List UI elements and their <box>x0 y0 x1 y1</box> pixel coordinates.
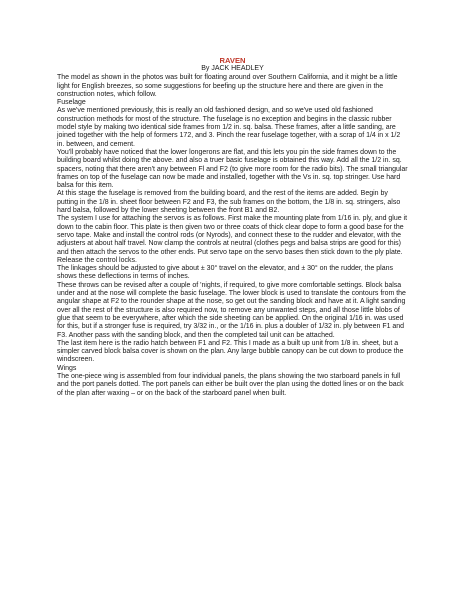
section-heading-fuselage: Fuselage <box>57 99 86 107</box>
section-heading-wings: Wings <box>57 364 77 372</box>
paragraph: The model as shown in the photos was built for floating around over Southern California, and it might be a little light for English breezes, so some suggestions for beefing up the structure here and there are given in the construction notes, which follow. <box>57 74 398 98</box>
article-title: RAVEN <box>219 56 246 65</box>
article-author: By JACK HEADLEY <box>201 65 264 72</box>
paragraph: The linkages should be adjusted to give about ± 30° travel on the elevator, and ± 30° on the rudder, the plans shows these deflections in terms of inches. <box>57 265 393 281</box>
paragraph: The last item here is the radio hatch between F1 and F2. This I made as a built up unit from 1/8 in. sheet, but a simpler carved block balsa cover is shown on the plan. Any large bubble canopy can be cut down to produce the windscreen. <box>57 339 404 364</box>
paragraph: At this stage the fuselage is removed from the building board, and the rest of the items are added. Begin by putting in the 1/8 in. sheet floor between F2 and F3, the sub frames on the bottom, the 1/8 in. sq. stringers, also hard balsa, followed by the lower sheeting between the front B1 and B2. <box>57 190 401 215</box>
article-body <box>57 56 408 398</box>
paragraph: The system I use for attaching the servos is as follows. First make the mounting plate from 1/16 in. ply, and glue it down to the cabin floor. This plate is then given two or three coats of thick clear dope to form a good base for the servo tape. Make and install the control rods (or Nyrods), and connect these to the rudder and elevator, with the adjusters at about half travel. Now clamp the controls at neutral (clothes pegs and balsa strips are good for this) and then attach the servos to the other ends. Put servo tape on the servo bases then stick down to the ply plate. Release the control locks. <box>57 215 408 264</box>
paragraph: You'll probably have noticed that the lower longerons are flat, and this lets you pin the side frames down to the building board whilst doing the above. and also a truer basic fuselage is obtained this way. Add all the 1/2 in. sq. spacers, noting that there aren't any between Fl and F2 (to give more room for the radio bits). The small triangular frames on top of the fuselage can now be made and installed, together with the Vs in. sq. top stringer. Use hard balsa for this item. <box>57 148 408 190</box>
paragraph: As we've mentioned previously, this is really an old fashioned design, and so we've used old fashioned construction methods for most of the structure. The fuselage is no exception and begins in the classic rubber model style by making two identical side frames from 1/2 in. sq. balsa. These frames, after a little sanding, are joined together with the help of formers 172, and 3. Pinch the rear fuselage together, with a scrap of 1/4 in x 1/2 in. between, and cement. <box>57 107 401 148</box>
paragraph: The one-piece wing is assembled from four individual panels, the plans showing the two starboard panels in full and the port panels dotted. The port panels can either be built over the plan using the dotted lines or on the back of the plan after waxing – or on the back of the starboard panel when built. <box>57 372 404 397</box>
paragraph: These throws can be revised after a couple of 'nights, if required, to give more comfortable settings. Block balsa under and at the nose will complete the basic fuselage. The lower block is used to translate the contours from the angular shape at F2 to the rounder shape at the nose, so get out the sanding block and have at it. A light sanding over all the rest of the structure is also required now, to remove any unwanted steps, and all those little blobs of glue that seem to be everywhere, after which the side sheeting can be applied. On the original 1/16 in. was used for this, but if a stronger fuse is required, try 3/32 in., or the 1/16 in. plus a doubler of 1/32 in. ply between F1 and F3. Another pass with the sanding block, and then the completed tail unit can be attached. <box>57 281 406 339</box>
